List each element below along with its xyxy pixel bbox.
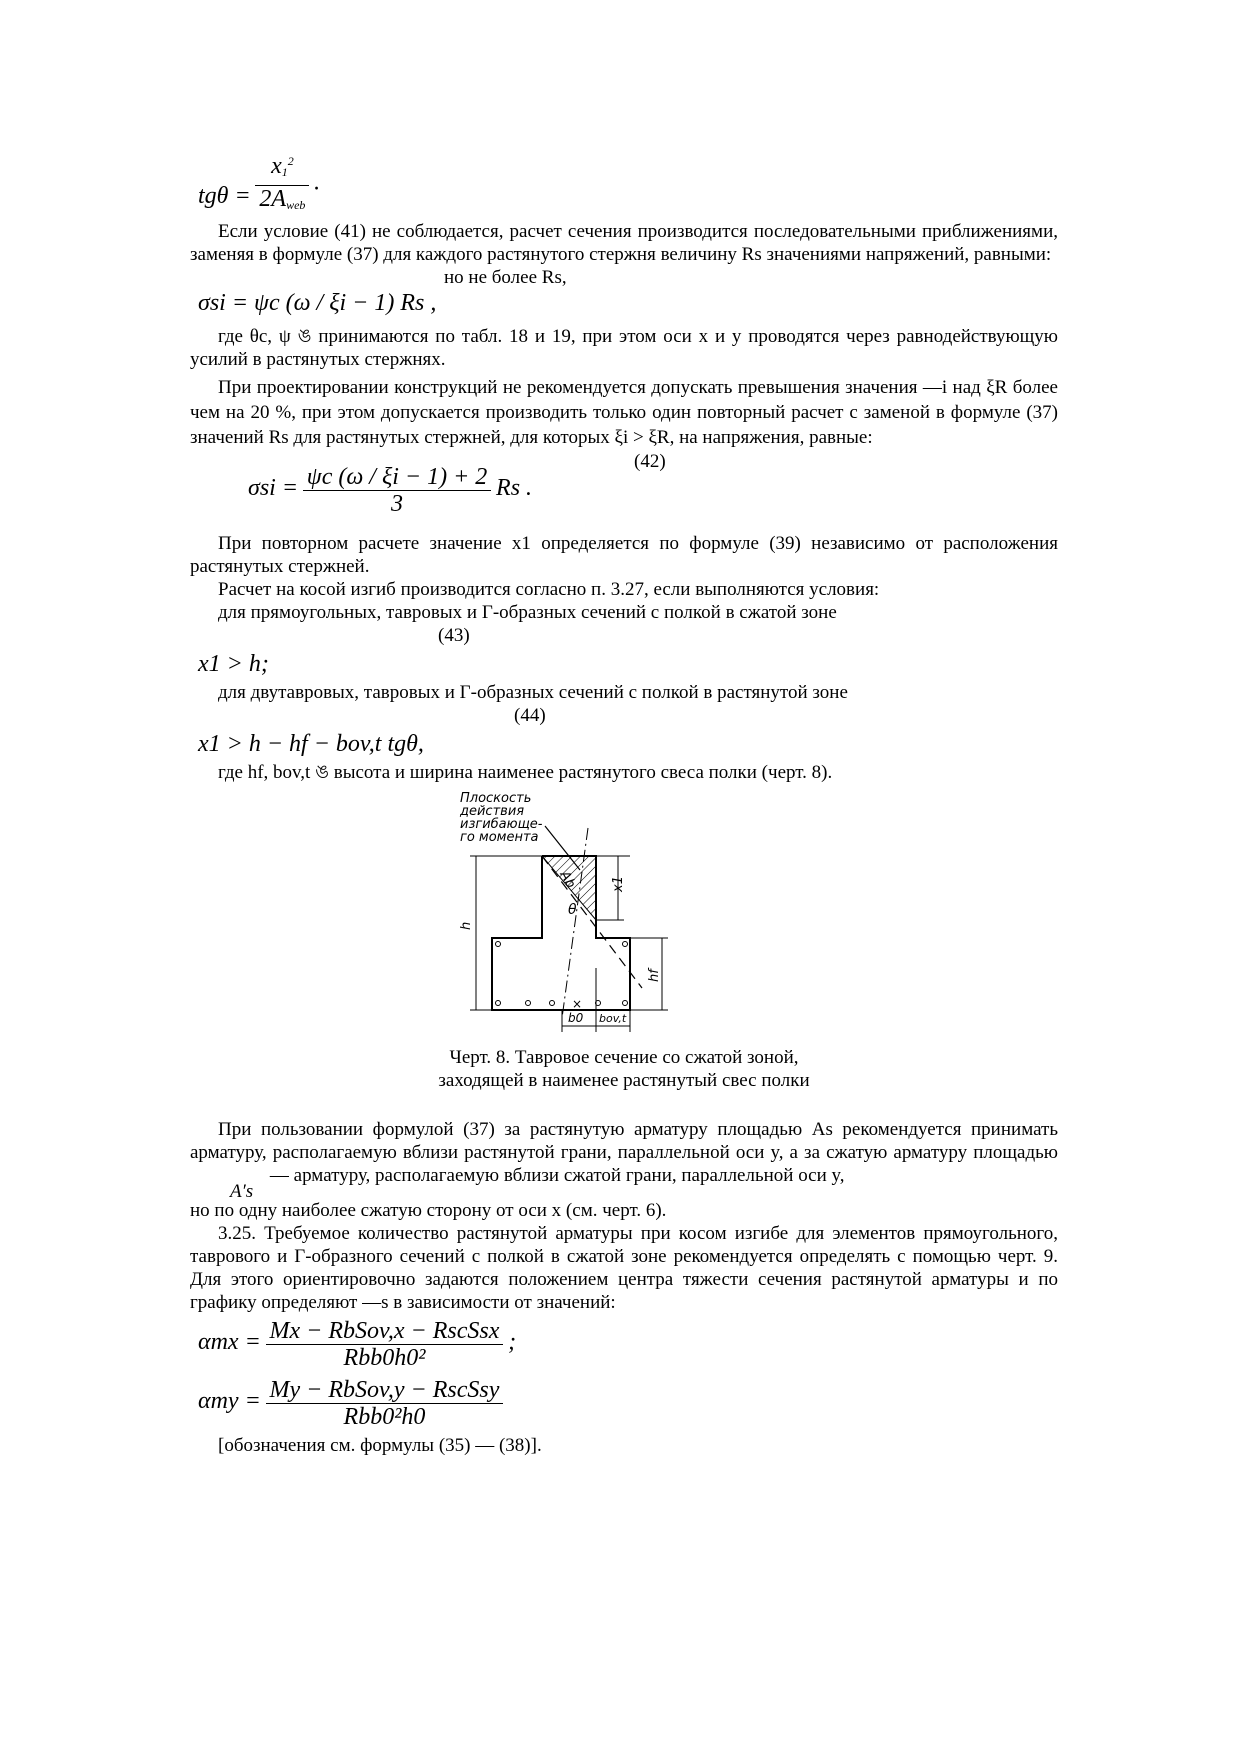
paragraph-4: При повторном расчете значение x1 определяется по формуле (39) независимо от расположения растянутых стержней.	[190, 533, 1058, 577]
frac-num: Mx − RbSov,x − RscSsx	[266, 1318, 504, 1345]
paragraph-6: для прямоугольных, тавровых и Г-образных сечений с полкой в сжатой зоне	[218, 602, 837, 623]
equation-number-44: (44)	[514, 705, 546, 726]
paragraph-7: для двутавровых, тавровых и Г-образных сечений с полкой в растянутой зоне	[218, 682, 848, 703]
paragraph-9-end: но по одну наиболее сжатую сторону от оси x (см. черт. 6).	[190, 1200, 667, 1221]
formula-fraction: $\frac{x_1^2}{2A_{web}}$	[255, 148, 309, 218]
equation-number-43: (43)	[438, 625, 470, 646]
label-x1: x1	[611, 876, 626, 892]
formula-alpha-mx: αmx = $\frac{\text{Mx − RbSov,x − RscSsx}}{\text{Rbb0h0²}}$ ;	[198, 1318, 517, 1371]
label-hf: hf	[647, 969, 662, 982]
frac-den: Rbb0²h0	[343, 1404, 426, 1430]
formula-lhs: σsi =	[248, 474, 299, 501]
figure-caption-line-2: заходящей в наименее растянутый свес полки	[438, 1070, 810, 1091]
formula-sigma-1: σsi = ψc (ω / ξi − 1) Rs ,	[198, 290, 437, 316]
label-plane-3: изгибающе-	[460, 817, 543, 832]
formula-tg-theta: tgθ = $\frac{x_1^2}{2A_{web}}$ .	[198, 150, 1058, 212]
paragraph-3: При проектировании конструкций не рекомендуется допускать превышения значения —i над ξR более чем на 20 %, при этом допускается производить только один повторный расчет с заменой в формуле (37) значений Rs для растянутых стержней, для которых ξi > ξR, на напряжения, равные:	[190, 377, 1058, 448]
frac-den: 3	[391, 491, 404, 517]
note-max-rs: но не более Rs,	[444, 267, 567, 288]
paragraph-9: При пользовании формулой (37) за растянутую арматуру площадью As рекомендуется принимать арматуру, располагаемую вблизи растянутой грани, параллельной оси y, а за сжатую арматуру площадью A′s — арматуру, располагаемую вблизи сжатой грани, параллельной оси y,	[190, 1119, 1058, 1202]
frac-num: x	[271, 153, 282, 179]
formula-43: x1 > h;	[198, 651, 269, 677]
formula-lhs: tgθ =	[198, 183, 251, 210]
as-prime: A′s	[230, 1181, 254, 1202]
label-plane-2: действия	[460, 804, 525, 819]
frac-den: 2A	[259, 186, 287, 212]
frac-num: My − RbSov,y − RscSsy	[266, 1377, 504, 1404]
formula-alpha-my: αmy = $\frac{\text{My − RbSov,y − RscSsy}}{\text{Rbb0²h0}}$	[198, 1377, 1058, 1430]
frac-den: Rbb0h0²	[343, 1345, 426, 1371]
label-b0: b0	[568, 1011, 584, 1025]
label-plane-4: го момента	[460, 830, 539, 845]
label-ab: Ab	[556, 868, 579, 891]
frac-num: ψc (ω / ξi − 1) + 2	[303, 464, 492, 491]
formula-42-row: (42) σsi = $\frac{\psi c (\omega / \xi i - 1) + 2}{3}$ Rs .	[248, 451, 666, 517]
paragraph-5: Расчет на косой изгиб производится согласно п. 3.27, если выполняются условия:	[218, 579, 880, 600]
label-h: h	[459, 921, 474, 930]
svg-text:×: ×	[572, 997, 583, 1011]
formula-44: x1 > h − hf − bov,t tgθ,	[198, 731, 424, 757]
label-bov: bov,t	[599, 1012, 627, 1025]
figure-8	[190, 788, 1058, 1038]
paragraph-1: Если условие (41) не соблюдается, расчет сечения производится последовательными приближениями, заменяя в формуле (37) для каждого растянутого стержня величину Rs значениями напряжений, равными:	[190, 221, 1058, 265]
formula-fraction	[303, 464, 492, 517]
figure-caption-line-1: Черт. 8. Тавровое сечение со сжатой зоной,	[449, 1047, 799, 1068]
label-theta: θ	[568, 902, 577, 918]
paragraph-2: где θc, ψ ঙ принимаются по табл. 18 и 19, при этом оси x и y проводятся через равнодействующую усилий в растянутых стержнях.	[190, 326, 1058, 370]
paragraph-10: 3.25. Требуемое количество растянутой арматуры при косом изгибе для элементов прямоугольного, таврового и Г-образного сечений с полкой в сжатой зоне рекомендуется определять с помощью черт. 9. Для этого ориентировочно задаются положением центра тяжести сечения растянутой арматуры и по графику определяют —s в зависимости от значений:	[190, 1223, 1058, 1313]
equation-number-42: (42)	[634, 451, 666, 472]
paragraph-11: [обозначения см. формулы (35) — (38)].	[218, 1435, 542, 1456]
paragraph-8: где hf, bov,t ঙ высота и ширина наименее растянутого свеса полки (черт. 8).	[218, 762, 833, 783]
label-plane-1: Плоскость	[460, 791, 532, 806]
t-section-diagram	[190, 788, 1058, 1038]
document-page	[190, 150, 1058, 1457]
